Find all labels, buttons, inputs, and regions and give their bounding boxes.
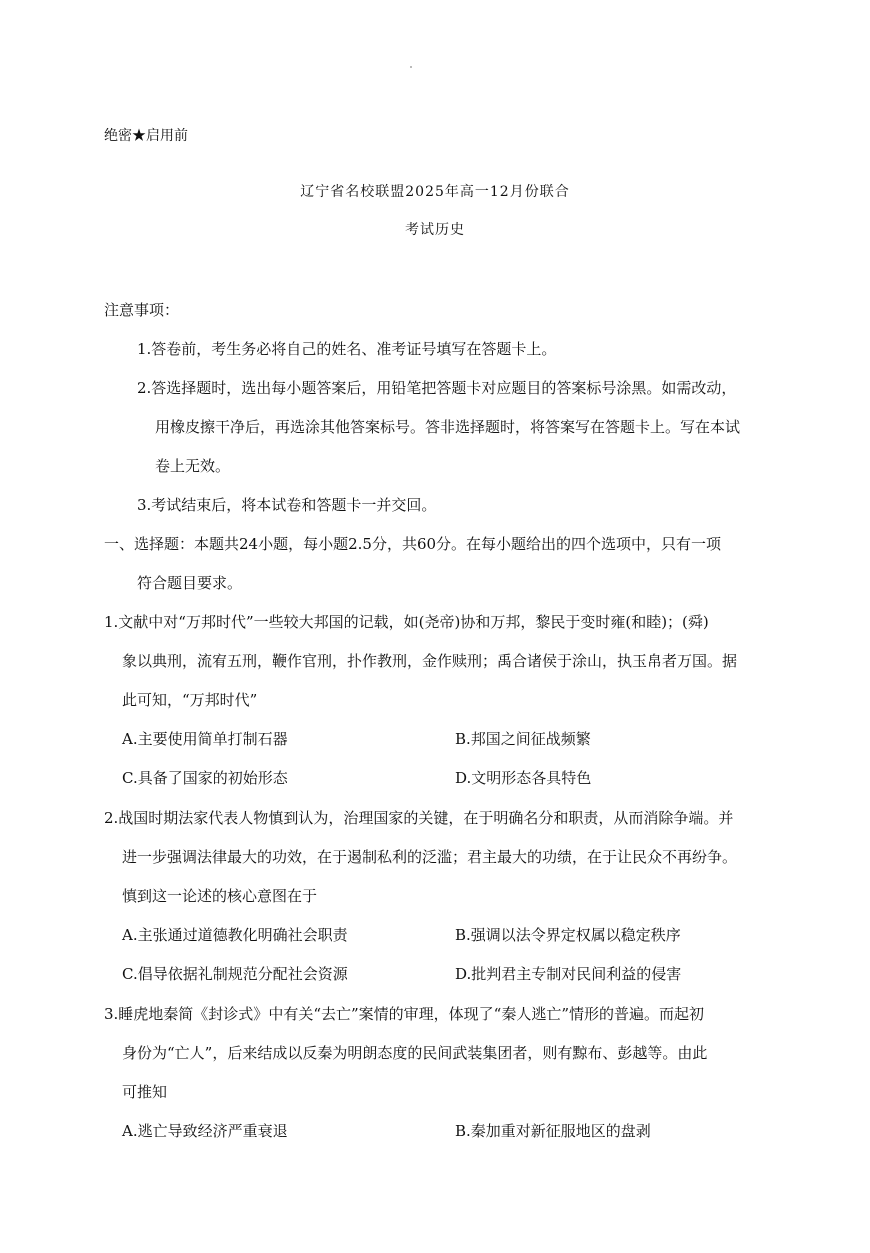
question-2-option-a: A.主张通过道德教化明确社会职责 bbox=[122, 926, 348, 944]
question-3-option-b: B.秦加重对新征服地区的盘剥 bbox=[455, 1122, 651, 1140]
notice-heading: 注意事项： bbox=[104, 301, 180, 319]
question-1-option-a: A.主要使用简单打制石器 bbox=[122, 730, 288, 748]
notice-item-3: 3.考试结束后，将本试卷和答题卡一并交回。 bbox=[137, 496, 437, 514]
question-2-stem-line-3: 慎到这一论述的核心意图在于 bbox=[122, 887, 318, 905]
section-1-heading: 一、选择题：本题共24小题，每小题2.5分，共60分。在每小题给出的四个选项中，只有一项 bbox=[104, 535, 722, 553]
question-3-option-a: A.逃亡导致经济严重衰退 bbox=[122, 1122, 288, 1140]
question-2-option-b: B.强调以法令界定权属以稳定秩序 bbox=[455, 926, 681, 944]
notice-item-2-line-1: 2.答选择题时，选出每小题答案后，用铅笔把答题卡对应题目的答案标号涂黑。如需改动， bbox=[137, 379, 737, 397]
question-2-option-d: D.批判君主专制对民间利益的侵害 bbox=[455, 965, 682, 983]
confidential-mark: 绝密★启用前 bbox=[104, 128, 188, 144]
question-1-stem-line-1: 1.文献中对“万邦时代”一些较大邦国的记载，如(尧帝)协和万邦，黎民于变时雍(和睦)；(舜) bbox=[104, 613, 709, 631]
question-3-stem-line-1: 3.睡虎地秦简《封诊式》中有关“去亡”案情的审理，体现了“秦人逃亡”情形的普遍。而起初 bbox=[104, 1005, 704, 1023]
exam-title-line2: 考试历史 bbox=[405, 222, 465, 238]
question-2-option-c: C.倡导依据礼制规范分配社会资源 bbox=[122, 965, 348, 983]
question-3-stem-line-3: 可推知 bbox=[122, 1083, 168, 1101]
question-1-option-c: C.具备了国家的初始形态 bbox=[122, 769, 288, 787]
notice-item-2-line-2: 用橡皮擦干净后，再选涂其他答案标号。答非选择题时，将答案写在答题卡上。写在本试 bbox=[155, 418, 741, 436]
question-1-stem-line-2: 象以典刑，流宥五刑，鞭作官刑，扑作教刑，金作赎刑；禹合诸侯于涂山，执玉帛者万国。据 bbox=[122, 652, 738, 670]
scan-dot bbox=[410, 66, 412, 68]
exam-title-line1: 辽宁省名校联盟2025年高一12月份联合 bbox=[300, 184, 570, 200]
question-2-stem-line-1: 2.战国时期法家代表人物慎到认为，治理国家的关键，在于明确名分和职责，从而消除争端。并 bbox=[104, 809, 734, 827]
question-1-option-b: B.邦国之间征战频繁 bbox=[455, 730, 591, 748]
question-1-stem-line-3: 此可知，“万邦时代” bbox=[122, 691, 258, 709]
question-2-stem-line-2: 进一步强调法律最大的功效，在于遏制私利的泛滥；君主最大的功绩，在于让民众不再纷争。 bbox=[122, 848, 738, 866]
question-3-stem-line-2: 身份为“亡人”，后来结成以反秦为明朗态度的民间武装集团者，则有黥布、彭越等。由此 bbox=[122, 1044, 708, 1062]
section-1-heading-cont: 符合题目要求。 bbox=[137, 574, 243, 592]
question-1-option-d: D.文明形态各具特色 bbox=[455, 769, 592, 787]
notice-item-1: 1.答卷前，考生务必将自己的姓名、准考证号填写在答题卡上。 bbox=[137, 340, 557, 358]
notice-item-2-line-3: 卷上无效。 bbox=[155, 457, 231, 475]
